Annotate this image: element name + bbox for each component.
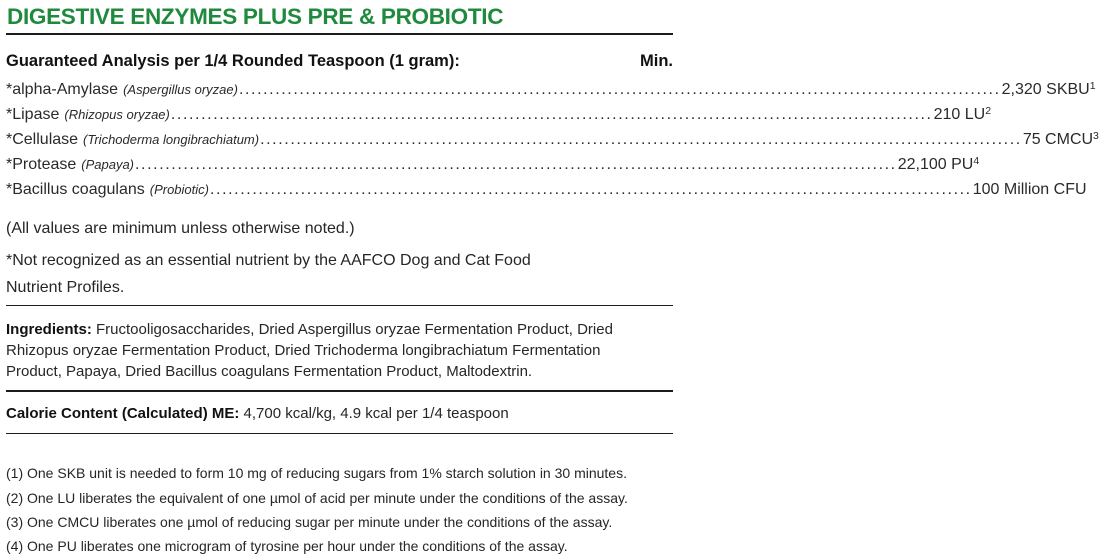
value-text: 2,320 SKBU bbox=[1001, 80, 1090, 98]
ingredient-source: (Trichoderma longibrachiatum) bbox=[83, 131, 260, 147]
ingredient-name: *Protease bbox=[6, 155, 77, 173]
guaranteed-analysis-label: Guaranteed Analysis per 1/4 Rounded Teaspoon (1 gram): bbox=[6, 51, 460, 70]
guaranteed-analysis-table bbox=[6, 79, 1099, 206]
calorie-label: Calorie Content (Calculated) ME: bbox=[6, 404, 240, 422]
aafco-disclaimer: *Not recognized as an essential nutrient by the AAFCO Dog and Cat Food Nutrient Profiles. bbox=[6, 251, 531, 296]
divider bbox=[6, 33, 673, 35]
footnote-4: (4) One PU liberates one microgram of tyrosine per hour under the conditions of the assay. bbox=[6, 537, 568, 554]
guaranteed-analysis-heading bbox=[6, 51, 673, 72]
dot-leader bbox=[260, 131, 1022, 149]
minimum-values-note: (All values are minimum unless otherwise noted.) bbox=[6, 219, 355, 237]
ingredient-name: *Cellulase bbox=[6, 130, 79, 148]
value-text: 100 Million CFU bbox=[972, 180, 1087, 198]
ingredient-name: *Lipase bbox=[6, 105, 60, 123]
ingredient-value bbox=[898, 156, 979, 174]
value-text: 210 LU bbox=[933, 105, 986, 123]
ingredient-name: *Bacillus coagulans bbox=[6, 180, 145, 198]
divider bbox=[6, 433, 673, 435]
ingredients-paragraph bbox=[6, 319, 651, 382]
dot-leader bbox=[171, 106, 933, 124]
ingredient-source: (Rhizopus oryzae) bbox=[64, 106, 170, 122]
value-text: 75 CMCU bbox=[1022, 130, 1094, 148]
ingredient-source: (Probiotic) bbox=[149, 181, 209, 197]
table-row bbox=[6, 154, 980, 181]
table-row bbox=[6, 104, 992, 131]
ingredient-source: (Aspergillus oryzae) bbox=[123, 81, 238, 97]
ingredient-value bbox=[973, 181, 1087, 199]
footnote-2: (2) One LU liberates the equivalent of one µmol of acid per minute under the conditions of the assay. bbox=[6, 489, 628, 506]
ingredients-label: Ingredients: bbox=[6, 321, 92, 339]
table-row bbox=[6, 180, 1087, 206]
calorie-values: 4,700 kcal/kg, 4.9 kcal per 1/4 teaspoon bbox=[243, 404, 509, 422]
footnotes-section bbox=[6, 461, 673, 558]
ingredient-name: *alpha-Amylase bbox=[6, 80, 119, 98]
table-row bbox=[6, 129, 1099, 156]
value-text: 22,100 PU bbox=[897, 155, 974, 173]
footnote-marker: 2 bbox=[985, 104, 992, 117]
footnote-1: (1) One SKB unit is needed to form 10 mg of reducing sugars from 1% starch solution in 30 minutes. bbox=[6, 465, 627, 482]
ingredient-source: (Papaya) bbox=[81, 156, 135, 172]
footnote-3: (3) One CMCU liberates one µmol of reducing sugar per minute under the conditions of the assay. bbox=[6, 513, 613, 530]
footnote-marker: 4 bbox=[973, 154, 980, 167]
product-title: DIGESTIVE ENZYMES PLUS PRE & PROBIOTIC bbox=[7, 4, 504, 29]
footnote-marker: 1 bbox=[1089, 79, 1096, 92]
ingredient-value bbox=[1023, 131, 1099, 149]
ingredient-value bbox=[1002, 81, 1096, 99]
dot-leader bbox=[135, 156, 897, 174]
calorie-content bbox=[6, 404, 673, 423]
dot-leader bbox=[239, 81, 1001, 99]
ingredients-list: Fructooligosaccharides, Dried Aspergillus oryzae Fermentation Product, Dried Rhizopus oryzae Fermentation Product, Dried Trichoderma longibrachiatum Fermentation Product, Papaya, Dried Bacillus coagulans Fermentation Product, Maltodextrin. bbox=[6, 321, 613, 381]
table-row bbox=[6, 79, 1096, 106]
divider bbox=[6, 390, 673, 392]
min-column-label: Min. bbox=[640, 51, 673, 70]
footnote-marker: 3 bbox=[1093, 129, 1099, 142]
dot-leader bbox=[210, 181, 972, 199]
divider bbox=[6, 305, 673, 307]
ingredient-value bbox=[934, 106, 991, 124]
